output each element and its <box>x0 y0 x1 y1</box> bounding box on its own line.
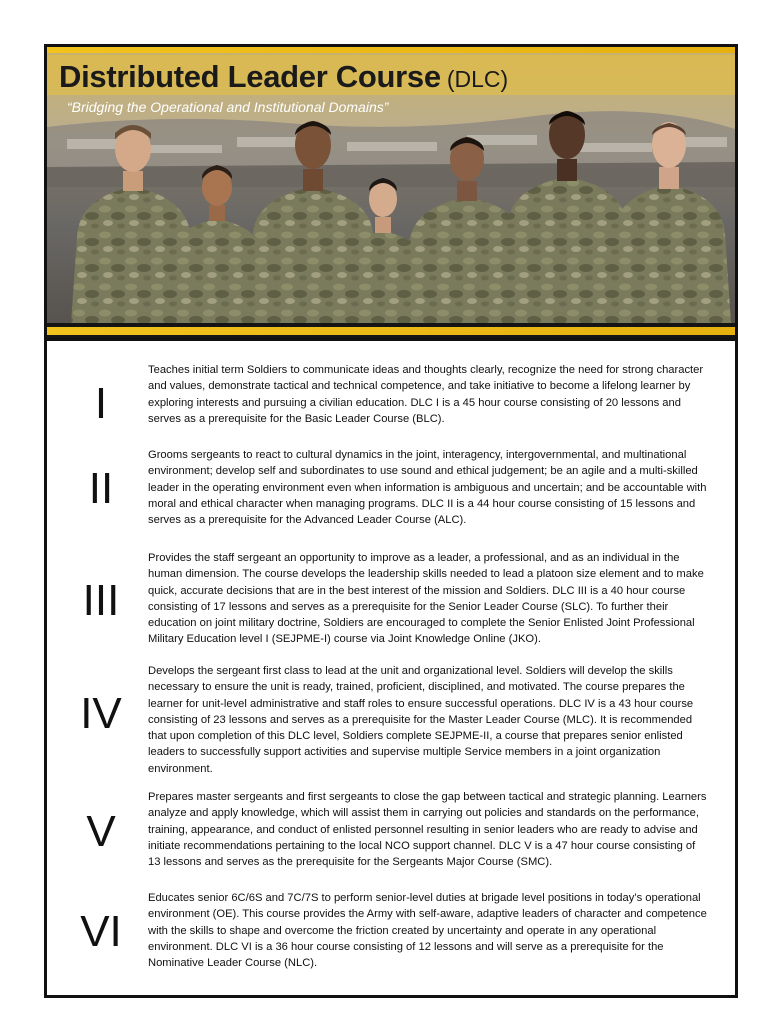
level-numeral: I <box>94 379 108 428</box>
level-description: Grooms sergeants to react to cultural dynamics in the joint, interagency, intergovernmental, and multinational environment; develop self and subordinates to use sound and ethical judgement; be an agile and a multi-skilled leader in the operating environment even when information is ambiguous and uncertain; and be accountable with moral and ethical character when managing programs. DLC II is a 44 hour course consisting of 15 lessons and serves as a prerequisite for the Advanced Leader Course (ALC). <box>148 449 707 527</box>
document-frame <box>44 44 738 998</box>
level-description: Prepares master sergeants and first sergeants to close the gap between tactical and strategic planning. Learners analyze and apply knowledge, which will assist them in carrying out policies and standards on the performance, training, appearance, and conduct of enlisted personnel resulting in senior leaders who are ready to advise and initiate recommendations pertaining to the local NCO support channel. DLC V is a 47 hour course consisting of 13 lessons and serves as the prerequisite for the Sergeants Major Course (SMC). <box>148 791 707 869</box>
level-description: Teaches initial term Soldiers to communicate ideas and thoughts clearly, recognize the need for strong character and values, demonstrate tactical and technical competence, and take initiative to become a lifelong learner by exploring interests and pursuing a civilian education. DLC I is a 45 hour course consisting of 20 lessons and serves as a prerequisite for the Basic Leader Course (BLC). <box>148 364 704 425</box>
level-description: Provides the staff sergeant an opportunity to improve as a leader, a professional, and as an individual in the human dimension. The course develops the leadership skills needed to lead a platoon size element and to make quick, accurate decisions that are in the best interest of the mission and Soldiers. DLC III is a 40 hour course consisting of 17 lessons and serves as a prerequisite for the Senior Leader Course (SLC). To further their education on joint military doctrine, Soldiers are encouraged to complete the Senior Enlisted Joint Professional Military Education level I (SEJPME-I) course via Joint Knowledge Online (JKO). <box>148 552 704 646</box>
level-numeral: V <box>86 807 116 856</box>
level-description: Educates senior 6C/6S and 7C/7S to perform senior-level duties at brigade level positions in today’s operational environment (OE). This course provides the Army with self-aware, adaptive leaders of character and competence with the skills to shape and overcome the friction created by uncertainty and operate in any operational environment. DLC VI is a 36 hour course consisting of 12 lessons and will serve as a prerequisite for the Nominative Leader Course (NLC). <box>148 892 707 970</box>
level-numeral: III <box>82 576 120 625</box>
level-numeral: II <box>88 464 114 513</box>
level-numeral: IV <box>80 689 122 738</box>
level-description: Develops the sergeant first class to lead at the unit and organizational level. Soldiers will develop the skills necessary to ensure the unit is ready, trained, proficient, disciplined, and motivated. The course prepares the learner for unit-level administrative and staff roles to ensure successful operations. DLC IV is a 43 hour course consisting of 23 lessons and serves as a prerequisite for the Master Leader Course (MLC). It is recommended that upon completion of this DLC level, Soldiers complete SEJPME-II, a course that prepares senior enlisted leaders to successfully support activities and supervise multiple Service members in a joint organization environment. <box>148 665 694 775</box>
title-line <box>59 59 508 95</box>
level-numeral: VI <box>80 907 122 956</box>
subtitle: “Bridging the Operational and Institutional Domains” <box>67 99 389 115</box>
header-banner <box>47 47 735 341</box>
title-abbreviation: (DLC) <box>446 66 509 92</box>
page-title: Distributed Leader Course <box>59 59 441 94</box>
